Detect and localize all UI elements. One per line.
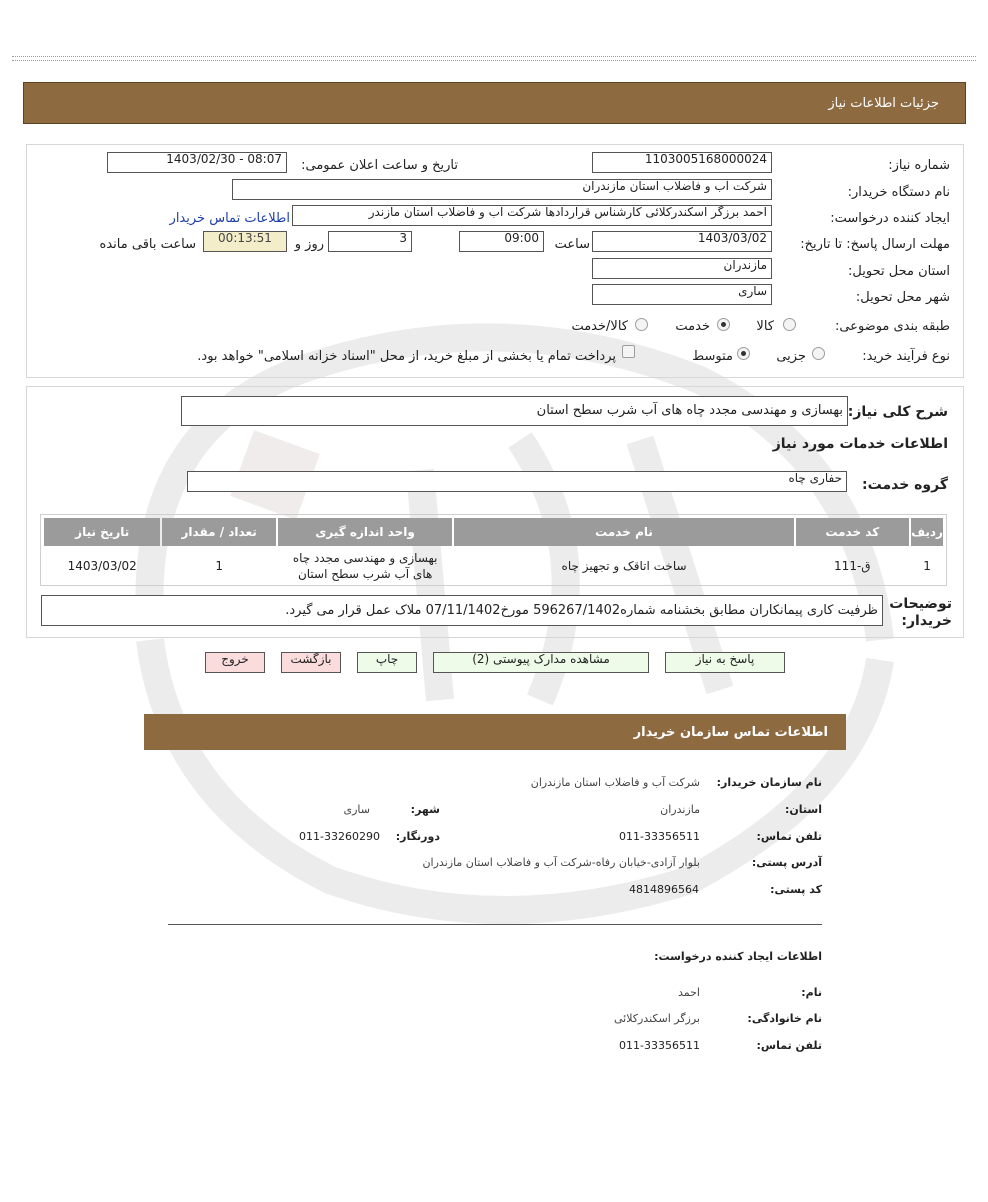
deadline-time-field[interactable]: 09:00 [459, 231, 544, 252]
cell-need-date: 1403/03/02 [67, 559, 137, 573]
requester-phone-value: 011-33356511 [619, 1039, 700, 1052]
buyer-notes-label-line2: خریدار: [901, 613, 952, 629]
process-option-minor: جزیی [776, 349, 806, 364]
col-unit: واحد اندازه گیری [278, 518, 453, 546]
summary-label: شرح کلی نیاز: [847, 404, 948, 420]
creator-label: ایجاد کننده درخواست: [830, 211, 950, 226]
page-header [23, 82, 966, 124]
days-field[interactable]: 3 [328, 231, 412, 252]
summary-field[interactable]: بهسازی و مهندسی مجدد چاه های آب شرب سطح استان [181, 396, 848, 426]
address-label: آدرس پستی: [751, 856, 822, 869]
category-option-service: خدمت [675, 319, 710, 334]
treasury-checkbox[interactable] [622, 345, 635, 358]
postal-label: کد پستی: [770, 883, 822, 896]
days-label: روز و [294, 237, 324, 252]
cell-quantity: 1 [215, 559, 223, 573]
phone-label: تلفن تماس: [756, 830, 822, 843]
contact-title: اطلاعات تماس سازمان خریدار [633, 725, 828, 740]
buyer-org-label: نام دستگاه خریدار: [847, 185, 950, 200]
process-label: نوع فرآیند خرید: [862, 349, 950, 364]
city-field[interactable]: ساری [592, 284, 772, 305]
remaining-label: ساعت باقی مانده [99, 237, 196, 252]
category-option-goods: کالا [756, 319, 774, 334]
announce-label: تاریخ و ساعت اعلان عمومی: [301, 158, 458, 173]
buyer-contact-link[interactable]: اطلاعات تماس خریدار [169, 211, 290, 226]
province-field[interactable]: مازندران [592, 258, 772, 279]
creator-field[interactable]: احمد برزگر اسکندرکلائی کارشناس قراردادها شرکت آب و فاضلاب استان مازندر [292, 205, 772, 226]
buyer-org-field[interactable]: شرکت آب و فاضلاب استان مازندران [232, 179, 772, 200]
service-group-field[interactable]: حفاری چاه [187, 471, 847, 492]
process-radio-minor[interactable] [812, 347, 825, 360]
contact-province-value: مازندران [660, 803, 700, 816]
buyer-notes-label-line1: توضیحات [889, 596, 952, 612]
requester-title: اطلاعات ایجاد کننده درخواست: [654, 950, 822, 963]
category-label: طبقه بندی موضوعی: [834, 319, 950, 334]
announce-field[interactable]: 1403/02/30 - 08:07 [107, 152, 287, 173]
back-button[interactable]: بازگشت [281, 652, 341, 673]
family-value: برزگر اسکندرکلائی [613, 1012, 700, 1025]
cell-service-name: ساخت اتاقک و تجهیز چاه [561, 559, 687, 573]
category-option-goods-service: کالا/خدمت [571, 319, 628, 334]
postal-value: 4814896564 [629, 883, 699, 896]
col-service-code: کد خدمت [796, 518, 909, 546]
service-group-label: گروه خدمت: [862, 477, 948, 493]
category-radio-service[interactable] [717, 318, 730, 331]
section-divider [168, 924, 822, 925]
treasury-note: پرداخت تمام یا بخشی از مبلغ خرید، از محل "اسناد خزانه اسلامی" خواهد بود. [197, 349, 616, 364]
cell-unit: بهسازی و مهندسی مجدد چاه های آب شرب سطح استان [292, 551, 438, 581]
cell-service-code: ق-111 [834, 559, 871, 573]
province-label: استان محل تحویل: [848, 264, 950, 279]
services-title: اطلاعات خدمات مورد نیاز [772, 436, 948, 452]
address-value: بلوار آزادی-خیابان رفاه-شرکت آب و فاضلاب استان مازندران [422, 856, 700, 869]
col-quantity: تعداد / مقدار [162, 518, 275, 546]
city-label: شهر محل تحویل: [855, 290, 950, 305]
org-value: شرکت آب و فاضلاب استان مازندران [530, 776, 700, 789]
reply-button[interactable]: پاسخ به نیاز [665, 652, 785, 673]
contact-province-label: استان: [785, 803, 822, 816]
exit-button[interactable]: خروج [205, 652, 265, 673]
col-service-name: نام خدمت [454, 518, 793, 546]
contact-city-label: شهر: [410, 803, 440, 816]
family-label: نام خانوادگی: [747, 1012, 822, 1025]
fax-label: دورنگار: [395, 830, 440, 843]
need-number-label: شماره نیاز: [888, 158, 950, 173]
process-option-medium: متوسط [692, 349, 733, 364]
buyer-notes-field[interactable]: ظرفیت کاری پیمانکاران مطابق بخشنامه شماره596267/1402 مورخ07/11/1402 ملاک عمل قرار می گیرد. [41, 595, 883, 626]
remaining-time-field: 00:13:51 [203, 231, 287, 252]
requester-phone-label: تلفن تماس: [756, 1039, 822, 1052]
category-radio-goods[interactable] [783, 318, 796, 331]
col-need-date: تاریخ نیاز [44, 518, 160, 546]
cell-row: 1 [923, 559, 931, 573]
contact-header [144, 714, 846, 750]
deadline-time-label: ساعت [554, 237, 590, 252]
services-table [42, 516, 945, 586]
print-button[interactable]: چاپ [357, 652, 417, 673]
fax-value: 011-33260290 [299, 830, 380, 843]
col-row: ردیف [911, 518, 943, 546]
category-radio-goods-service[interactable] [635, 318, 648, 331]
buyer-notes-label [889, 596, 952, 630]
attachments-button[interactable]: مشاهده مدارک پیوستی (2) [433, 652, 649, 673]
deadline-label: مهلت ارسال پاسخ: تا تاریخ: [800, 237, 950, 252]
table-row [44, 548, 943, 584]
deadline-date-field[interactable]: 1403/03/02 [592, 231, 772, 252]
page-title: جزئیات اطلاعات نیاز [828, 96, 939, 111]
name-value: احمد [678, 986, 700, 999]
process-radio-medium[interactable] [737, 347, 750, 360]
need-number-field[interactable]: 1103005168000024 [592, 152, 772, 173]
contact-city-value: ساری [343, 803, 370, 816]
name-label: نام: [801, 986, 822, 999]
org-label: نام سازمان خریدار: [716, 776, 822, 789]
phone-value: 011-33356511 [619, 830, 700, 843]
